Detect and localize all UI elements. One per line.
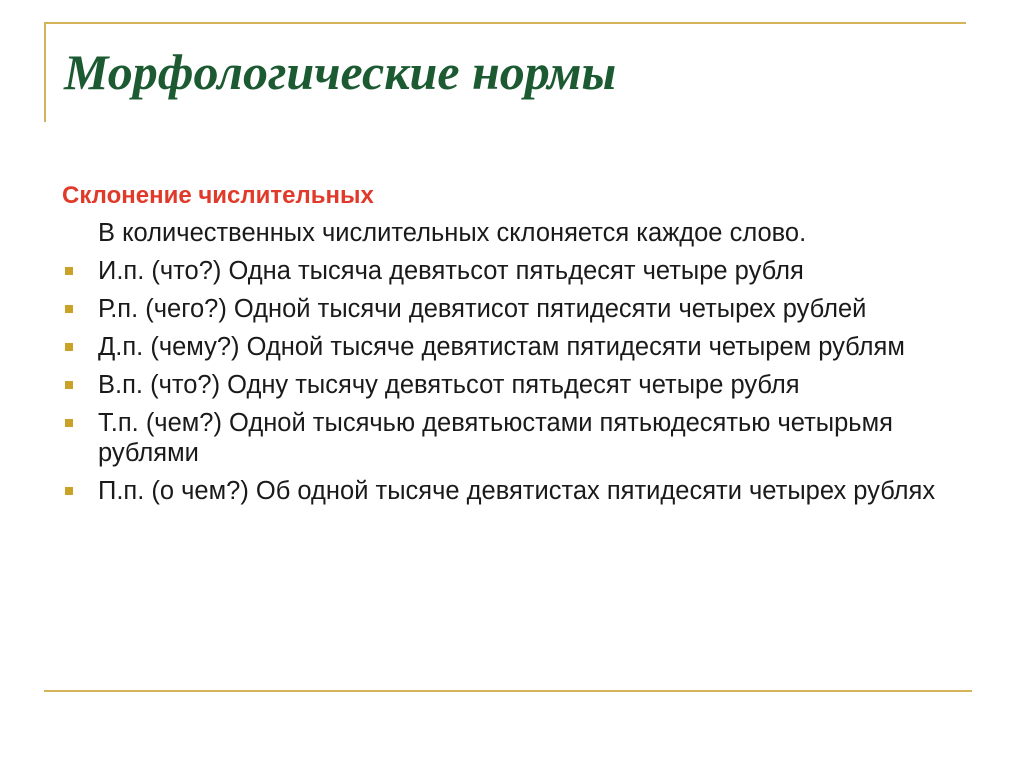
square-bullet-icon <box>65 267 73 275</box>
case-item-dative <box>62 332 962 362</box>
square-bullet-icon <box>65 305 73 313</box>
square-bullet-icon <box>65 419 73 427</box>
case-item-instrumental <box>62 408 962 468</box>
left-rule <box>44 22 46 122</box>
case-text: П.п. (о чем?) Об одной тысяче девятистах пятидесяти четырех рублях <box>98 477 936 505</box>
cases-list <box>62 256 962 506</box>
slide-title: Морфологические нормы <box>64 44 617 100</box>
bottom-rule <box>44 690 972 692</box>
case-item-nominative <box>62 256 962 286</box>
top-rule <box>44 22 966 24</box>
case-text: Т.п. (чем?) Одной тысячью девятьюстами пятьюдесятью четырьмя рублями <box>98 409 893 467</box>
case-text: Д.п. (чему?) Одной тысяче девятистам пятидесяти четырем рублям <box>98 333 905 361</box>
case-item-prepositional <box>62 476 962 506</box>
case-text: И.п. (что?) Одна тысяча девятьсот пятьдесят четыре рубля <box>98 257 804 285</box>
square-bullet-icon <box>65 487 73 495</box>
case-text: В.п. (что?) Одну тысячу девятьсот пятьдесят четыре рубля <box>98 371 800 399</box>
case-text: Р.п. (чего?) Одной тысячи девятисот пятидесяти четырех рублей <box>98 295 867 323</box>
square-bullet-icon <box>65 343 73 351</box>
case-item-genitive <box>62 294 962 324</box>
intro-text: В количественных числительных склоняется каждое слово. <box>98 219 807 247</box>
square-bullet-icon <box>65 381 73 389</box>
section-heading: Склонение числительных <box>62 182 374 209</box>
slide-content <box>62 178 962 506</box>
case-item-accusative <box>62 370 962 400</box>
